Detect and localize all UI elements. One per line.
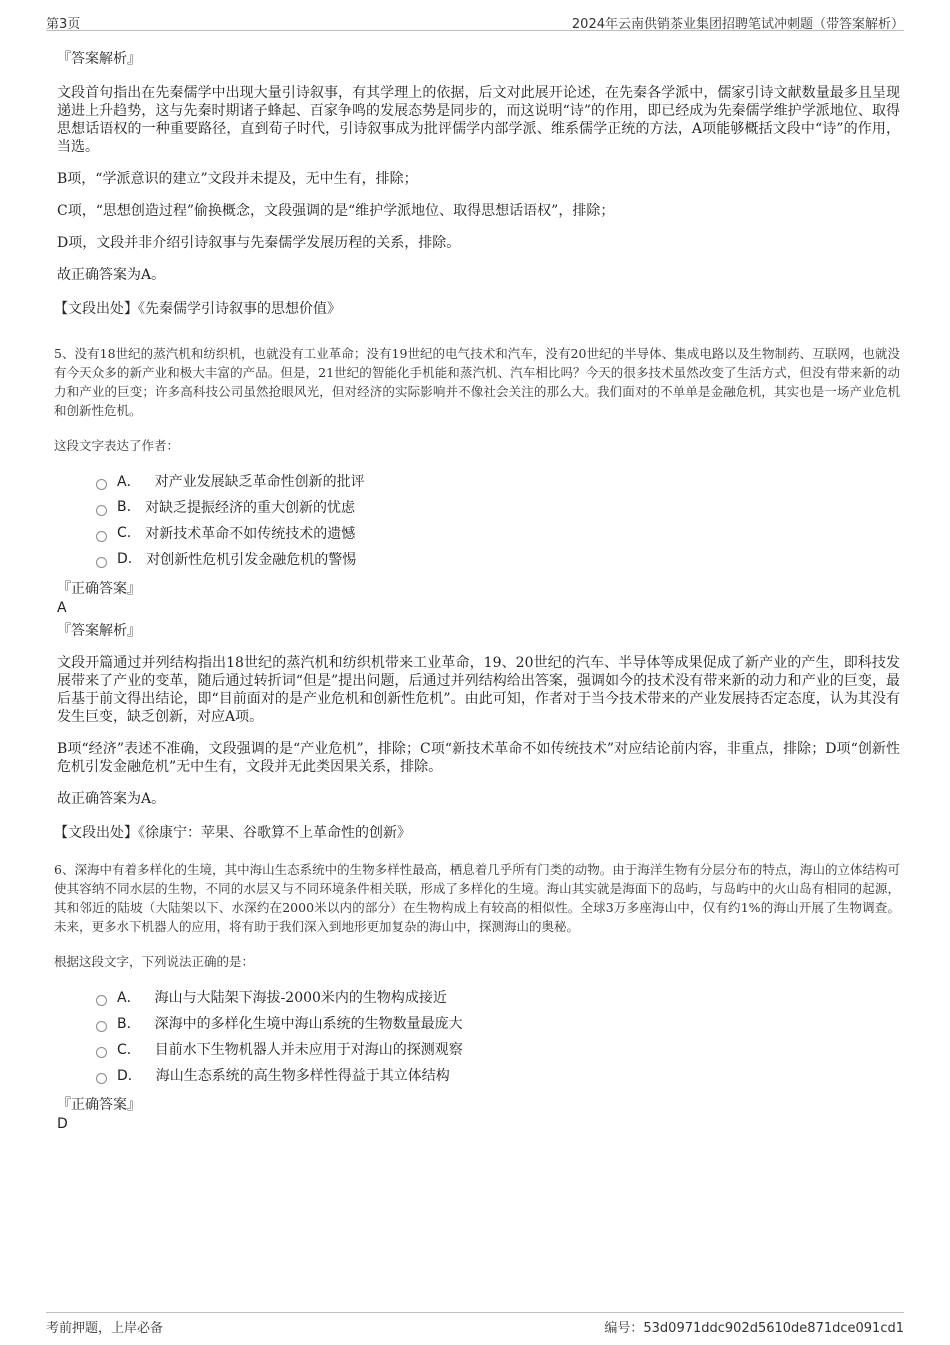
question-prompt: 根据这段文字，下列说法正确的是： bbox=[54, 954, 255, 969]
option-letter: D． bbox=[117, 1068, 142, 1084]
option-a[interactable] bbox=[96, 468, 900, 494]
document-code: 编号：53d0971ddc902d5610de871dce091cd1 bbox=[604, 1321, 904, 1336]
question-prompt: 这段文字表达了作者： bbox=[54, 438, 180, 453]
source-citation: 【文段出处】《先秦儒学引诗叙事的思想价值》 bbox=[54, 301, 341, 317]
radio-icon[interactable] bbox=[96, 1073, 107, 1084]
analysis-label: 『答案解析』 bbox=[57, 623, 141, 639]
option-c[interactable] bbox=[96, 1036, 900, 1062]
option-list bbox=[96, 984, 900, 1088]
option-text: 目前水下生物机器人并未应用于对海山的探测观察 bbox=[154, 1042, 463, 1058]
radio-icon[interactable] bbox=[96, 505, 107, 516]
question-stem: 6、深海中有着多样化的生境，其中海山生态系统中的生物多样性最高，栖息着几乎所有门类的动物。由于海洋生物有分层分布的特点，海山的立体结构可使其容纳不同水层的生物，不同的水层又与不同环境条件相关联，形成了多样化的生境。海山其实就是海面下的岛屿，与岛屿中的火山岛有相同的起源，其和邻近的陆坡（大陆架以下、水深约在2000米以内的部分）在生物构成上有较高的相似性。全球3万多座海山中，仅有约1%的海山开展了生物调查。未来，更多水下机器人的应用，将有助于我们深入到地形更加复杂的海山中，探测海山的奥秘。 bbox=[54, 862, 900, 934]
radio-icon[interactable] bbox=[96, 995, 107, 1006]
page-number: 第3页 bbox=[46, 17, 81, 32]
analysis-paragraph: C项，“思想创造过程”偷换概念，文段强调的是“维护学派地位、取得思想话语权”，排除； bbox=[57, 203, 615, 219]
option-text: 对产业发展缺乏革命性创新的批评 bbox=[154, 474, 365, 490]
source-citation: 【文段出处】《徐康宁：苹果、谷歌算不上革命性的创新》 bbox=[54, 825, 411, 841]
analysis-paragraph: B项“经济”表述不准确，文段强调的是“产业危机”，排除；C项“新技术革命不如传统技术”对应结论前内容，非重点，排除；D项“创新性危机引发金融危机”无中生有，文段并无此类因果关系，排除。 bbox=[57, 741, 900, 775]
option-text: 深海中的多样化生境中海山系统的生物数量最庞大 bbox=[154, 1016, 463, 1032]
option-b[interactable] bbox=[96, 494, 900, 520]
option-letter: C. bbox=[117, 525, 132, 541]
conclusion: 故正确答案为A。 bbox=[57, 791, 166, 807]
option-letter: C． bbox=[117, 1042, 141, 1058]
analysis-paragraph: B项，“学派意识的建立”文段并未提及，无中生有，排除； bbox=[57, 171, 418, 187]
option-text: 对缺乏提振经济的重大创新的忧虑 bbox=[145, 500, 356, 516]
analysis-paragraph: 文段首句指出在先秦儒学中出现大量引诗叙事，有其学理上的依据，后文对此展开论述，在先秦各学派中，儒家引诗文献数量最多且呈现递进上升趋势，这与先秦时期诸子蜂起、百家争鸣的发展态势是同步的，而这说明“诗”的作用，即已经成为先秦儒学维护学派地位、取得思想话语权的一种重要路径，直到荀子时代，引诗叙事成为批评儒学内部学派、维系儒学正统的方法，A项能够概括文段中“诗”的作用，当选。 bbox=[57, 85, 900, 155]
option-letter: A． bbox=[117, 990, 141, 1006]
analysis-label: 『答案解析』 bbox=[57, 51, 141, 67]
correct-answer-label: 『正确答案』 bbox=[57, 581, 141, 597]
option-letter: A． bbox=[117, 474, 141, 490]
radio-icon[interactable] bbox=[96, 1047, 107, 1058]
question-6 bbox=[54, 860, 900, 1132]
question-5 bbox=[54, 344, 900, 842]
option-d[interactable] bbox=[96, 1062, 900, 1088]
option-text: 海山生态系统的高生物多样性得益于其立体结构 bbox=[155, 1068, 450, 1084]
analysis-paragraph: 文段开篇通过并列结构指出18世纪的蒸汽机和纺织机带来工业革命，19、20世纪的汽车、半导体等成果促成了新产业的产生，即科技发展带来了产业的变革，随后通过转折词“但是”提出问题，后通过并列结构给出答案，强调如今的技术没有带来新的动力和产业的巨变，最后基于前文得出结论，即“目前面对的是产业危机和创新性危机”。由此可知，作者对于当今技术带来的产业发展持否定态度，认为其没有发生巨变，缺乏创新，对应A项。 bbox=[57, 655, 900, 725]
radio-icon[interactable] bbox=[96, 557, 107, 568]
radio-icon[interactable] bbox=[96, 479, 107, 490]
option-letter: B． bbox=[117, 1016, 141, 1032]
option-b[interactable] bbox=[96, 1010, 900, 1036]
option-c[interactable] bbox=[96, 520, 900, 546]
correct-answer: D bbox=[57, 1116, 68, 1132]
question-stem: 5、没有18世纪的蒸汽机和纺织机，也就没有工业革命；没有19世纪的电气技术和汽车，没有20世纪的半导体、集成电路以及生物制药、互联网，也就没有今天众多的新产业和极大丰富的产品。但是，21世纪的智能化手机能和蒸汽机、汽车相比吗？今天的很多技术虽然改变了生活方式，但没有带来新的动力和产业的巨变；许多高科技公司虽然抢眼风光，但对经济的实际影响并不像社会关注的那么大。我们面对的不单单是金融危机，其实也是一场产业危机和创新性危机。 bbox=[54, 346, 900, 418]
conclusion: 故正确答案为A。 bbox=[57, 267, 166, 283]
correct-answer: A bbox=[57, 600, 67, 616]
page-content bbox=[54, 44, 900, 1132]
option-text: 对新技术革命不如传统技术的遗憾 bbox=[145, 526, 356, 542]
question-4-analysis bbox=[54, 48, 900, 318]
option-d[interactable] bbox=[96, 546, 900, 572]
radio-icon[interactable] bbox=[96, 1021, 107, 1032]
footer-slogan: 考前押题，上岸必备 bbox=[46, 1321, 164, 1336]
document-title: 2024年云南供销茶业集团招聘笔试冲刺题（带答案解析） bbox=[571, 17, 904, 32]
option-a[interactable] bbox=[96, 984, 900, 1010]
radio-icon[interactable] bbox=[96, 531, 107, 542]
option-text: 海山与大陆架下海拔-2000米内的生物构成接近 bbox=[154, 990, 447, 1006]
page-footer bbox=[46, 1312, 904, 1337]
option-letter: D. bbox=[117, 551, 133, 567]
option-list bbox=[96, 468, 900, 572]
option-text: 对创新性危机引发金融危机的警惕 bbox=[146, 552, 357, 568]
option-letter: B. bbox=[117, 499, 132, 515]
analysis-paragraph: D项，文段并非介绍引诗叙事与先秦儒学发展历程的关系，排除。 bbox=[57, 235, 461, 251]
page-header bbox=[46, 8, 904, 31]
correct-answer-label: 『正确答案』 bbox=[57, 1097, 141, 1113]
